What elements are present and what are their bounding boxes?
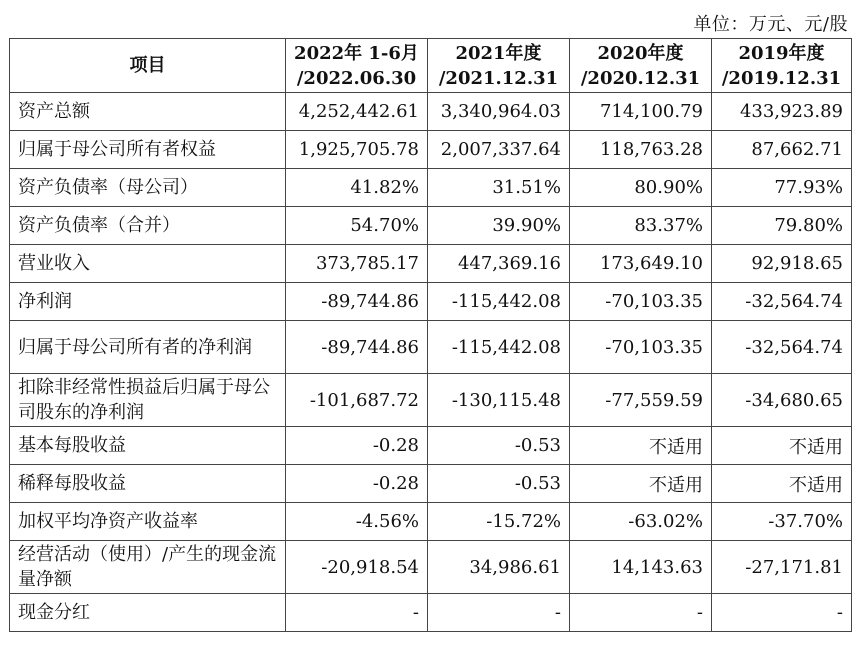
cell-value: - — [570, 594, 712, 632]
cell-value: 41.82% — [286, 169, 428, 207]
cell-value: -37.70% — [712, 503, 852, 541]
row-label: 归属于母公司所有者权益 — [10, 131, 286, 169]
cell-value: 14,143.63 — [570, 541, 712, 594]
row-label: 资产总额 — [10, 93, 286, 131]
table-row — [10, 245, 852, 283]
table-row — [10, 427, 852, 465]
cell-value: 87,662.71 — [712, 131, 852, 169]
cell-value: - — [712, 594, 852, 632]
table-row — [10, 465, 852, 503]
table-header-row — [10, 39, 852, 93]
cell-value: 34,986.61 — [428, 541, 570, 594]
cell-value: -115,442.08 — [428, 283, 570, 321]
cell-value: 92,918.65 — [712, 245, 852, 283]
cell-value: 3,340,964.03 — [428, 93, 570, 131]
cell-value: -77,559.59 — [570, 374, 712, 427]
header-col-line1: 2020年度 — [597, 42, 684, 64]
table-row — [10, 374, 852, 427]
cell-value: 83.37% — [570, 207, 712, 245]
row-label: 资产负债率（合并） — [10, 207, 286, 245]
cell-value: 不适用 — [570, 465, 712, 503]
cell-value: 4,252,442.61 — [286, 93, 428, 131]
cell-value: -32,564.74 — [712, 321, 852, 374]
cell-value: -4.56% — [286, 503, 428, 541]
row-label: 现金分红 — [10, 594, 286, 632]
cell-value: 2,007,337.64 — [428, 131, 570, 169]
cell-value: 373,785.17 — [286, 245, 428, 283]
table-row — [10, 169, 852, 207]
table-row — [10, 321, 852, 374]
cell-value: -89,744.86 — [286, 283, 428, 321]
row-label: 加权平均净资产收益率 — [10, 503, 286, 541]
cell-value: 39.90% — [428, 207, 570, 245]
cell-value: 80.90% — [570, 169, 712, 207]
cell-value: -63.02% — [570, 503, 712, 541]
bottom-fade — [0, 662, 866, 668]
cell-value: -70,103.35 — [570, 321, 712, 374]
table-row — [10, 207, 852, 245]
header-col-2019 — [712, 39, 852, 93]
header-col-2020 — [570, 39, 712, 93]
cell-value: -32,564.74 — [712, 283, 852, 321]
unit-note: 单位：万元、元/股 — [693, 14, 848, 35]
row-label: 经营活动（使用）/产生的现金流量净额 — [10, 541, 286, 594]
cell-value: 1,925,705.78 — [286, 131, 428, 169]
cell-value: -70,103.35 — [570, 283, 712, 321]
cell-value: -15.72% — [428, 503, 570, 541]
row-label: 扣除非经常性损益后归属于母公司股东的净利润 — [10, 374, 286, 427]
table-row — [10, 131, 852, 169]
row-label: 基本每股收益 — [10, 427, 286, 465]
header-col-line2: /2019.12.31 — [721, 67, 842, 89]
cell-value: -0.53 — [428, 427, 570, 465]
table-row — [10, 93, 852, 131]
row-label: 归属于母公司所有者的净利润 — [10, 321, 286, 374]
cell-value: 447,369.16 — [428, 245, 570, 283]
cell-value: 不适用 — [712, 465, 852, 503]
cell-value: 79.80% — [712, 207, 852, 245]
header-col-line1: 2019年度 — [738, 42, 825, 64]
header-col-line1: 2022年 1-6月 — [294, 42, 419, 64]
cell-value: -27,171.81 — [712, 541, 852, 594]
row-label: 稀释每股收益 — [10, 465, 286, 503]
header-col-2022h1 — [286, 39, 428, 93]
cell-value: -0.53 — [428, 465, 570, 503]
cell-value: -115,442.08 — [428, 321, 570, 374]
row-label: 资产负债率（母公司） — [10, 169, 286, 207]
row-label: 营业收入 — [10, 245, 286, 283]
header-col-line2: /2022.06.30 — [296, 67, 417, 89]
header-item: 项目 — [10, 39, 286, 93]
table-row — [10, 594, 852, 632]
cell-value: -0.28 — [286, 427, 428, 465]
cell-value: 不适用 — [712, 427, 852, 465]
cell-value: - — [286, 594, 428, 632]
cell-value: -34,680.65 — [712, 374, 852, 427]
cell-value: 118,763.28 — [570, 131, 712, 169]
cell-value: -101,687.72 — [286, 374, 428, 427]
table-row — [10, 283, 852, 321]
cell-value: -89,744.86 — [286, 321, 428, 374]
table-row — [10, 503, 852, 541]
cell-value: 714,100.79 — [570, 93, 712, 131]
cell-value: - — [428, 594, 570, 632]
cell-value: -20,918.54 — [286, 541, 428, 594]
row-label: 净利润 — [10, 283, 286, 321]
header-col-line2: /2021.12.31 — [438, 67, 559, 89]
financial-data-table — [9, 38, 852, 632]
header-col-2021 — [428, 39, 570, 93]
cell-value: 54.70% — [286, 207, 428, 245]
cell-value: 不适用 — [570, 427, 712, 465]
cell-value: 31.51% — [428, 169, 570, 207]
cell-value: 433,923.89 — [712, 93, 852, 131]
header-col-line1: 2021年度 — [455, 42, 542, 64]
cell-value: 173,649.10 — [570, 245, 712, 283]
table-row — [10, 541, 852, 594]
cell-value: -130,115.48 — [428, 374, 570, 427]
header-col-line2: /2020.12.31 — [580, 67, 701, 89]
cell-value: -0.28 — [286, 465, 428, 503]
cell-value: 77.93% — [712, 169, 852, 207]
